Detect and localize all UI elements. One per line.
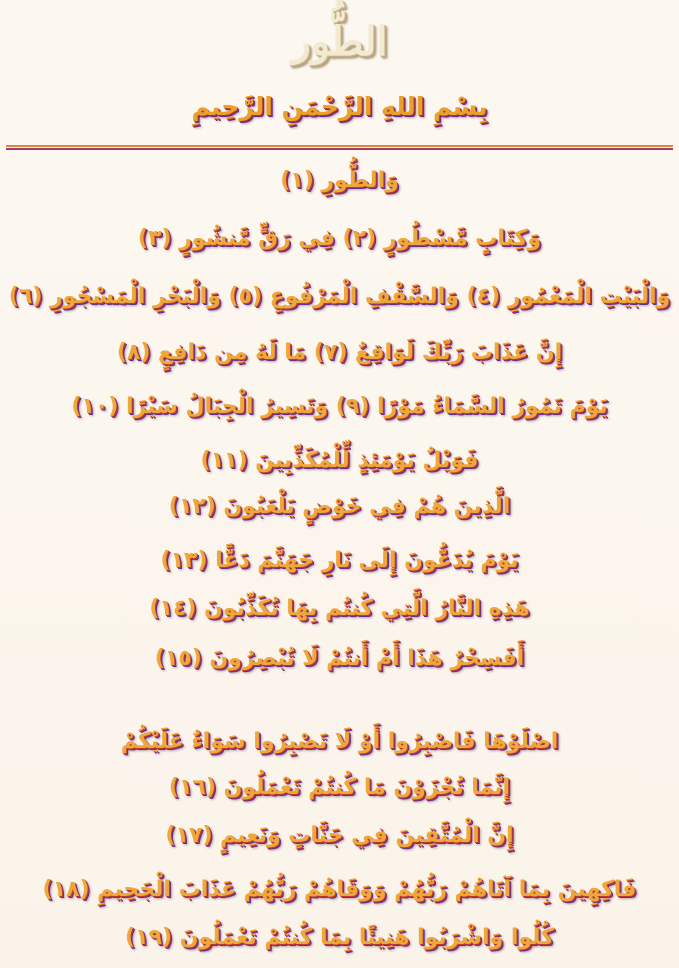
verse-line: إِنَّمَا تُجْزَوْنَ مَا كُنتُمْ تَعْمَلُونَ (١٦) — [168, 775, 511, 800]
surah-title: الطُّور — [291, 18, 388, 65]
verse-line: أَفَسِحْرٌ هَذَا أَمْ أَنتُمْ لَا تُبْصِرُونَ (١٥) — [154, 646, 525, 671]
verse-line: يَوْمَ يُدَعُّونَ إِلَى نَارِ جَهَنَّمَ دَعًّا (١٣) — [160, 548, 519, 573]
verse-line: هَذِهِ النَّارُ الَّتِي كُنتُم بِهَا تُكَذِّبُونَ (١٤) — [149, 596, 530, 621]
verse-line: وَكِتَابٍ مَّسْطُورٍ (٢) فِي رَقٍّ مَّنشُورٍ (٣) — [137, 226, 542, 251]
verse-line: فَوَيْلٌ يَوْمَئِذٍ لِّلْمُكَذِّبِينَ (١١) — [200, 448, 479, 473]
divider-line-top — [6, 145, 673, 147]
verse-line: يَوْمَ تَمُورُ السَّمَاءُ مَوْرًا (٩) وَتَسِيرُ الْجِبَالُ سَيْرًا (١٠) — [71, 394, 608, 419]
verse-line: إِنَّ الْمُتَّقِينَ فِي جَنَّاتٍ وَنَعِيمٍ (١٧) — [165, 823, 514, 848]
verse-line: إِنَّ عَذَابَ رَبِّكَ لَوَاقِعٌ (٧) مَا لَهُ مِن دَافِعٍ (٨) — [116, 340, 563, 365]
verse-line: وَالطُّورِ (١) — [280, 168, 399, 193]
verse-line: الَّذِينَ هُمْ فِي خَوْضٍ يَلْعَبُونَ (١٢) — [168, 494, 511, 519]
divider — [6, 145, 673, 151]
verse-line: كُلُوا وَاشْرَبُوا هَنِيئًا بِمَا كُنتُمْ تَعْمَلُونَ (١٩) — [125, 925, 554, 950]
verse-line: وَالْبَيْتِ الْمَعْمُورِ (٤) وَالسَّقْفِ الْمَرْفُوعِ (٥) وَالْبَحْرِ الْمَسْجُورِ (٦) — [8, 284, 671, 309]
divider-line-bottom — [6, 148, 673, 150]
basmala: بِسْمِ اللهِ الرَّحْمَنِ الرَّحِيمِ — [191, 92, 488, 121]
verse-line: فَاكِهِينَ بِمَا آتَاهُمْ رَبُّهُمْ وَوَقَاهُمْ رَبُّهُمْ عَذَابَ الْجَحِيمِ (١٨) — [42, 877, 637, 902]
verse-line: اصْلَوْهَا فَاصْبِرُوا أَوْ لَا تَصْبِرُوا سَوَاءٌ عَلَيْكُمْ — [120, 729, 559, 754]
